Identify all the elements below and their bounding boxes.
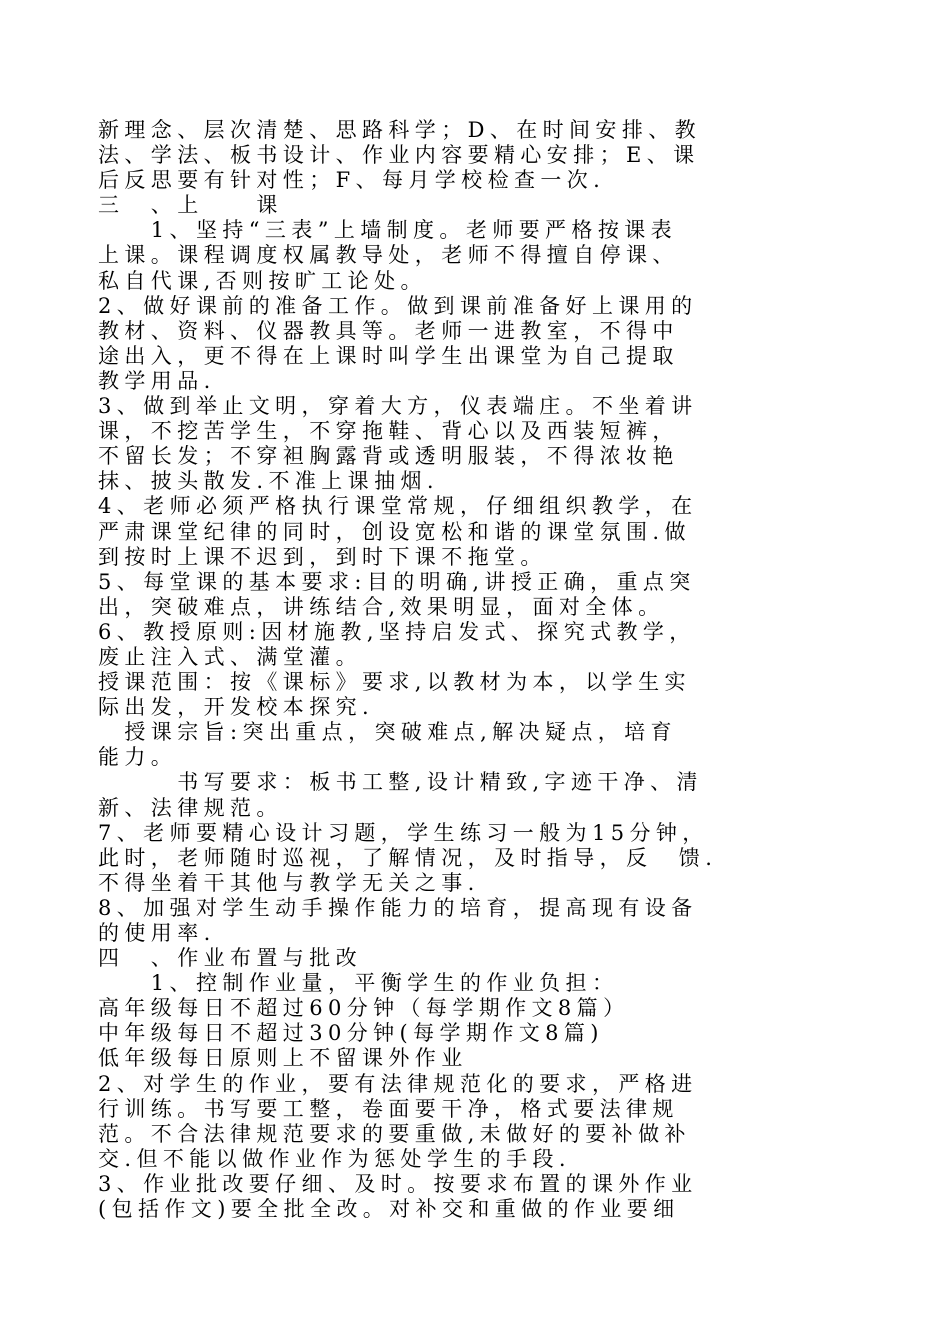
text-line: 3、做到举止文明，穿着大方，仪表端庄。不坐着讲: [98, 394, 698, 419]
text-line: 不得坐着干其他与教学无关之事.: [98, 870, 480, 895]
text-line: 低年级每日原则上不留课外作业: [98, 1046, 468, 1071]
text-line: 行训练。书写要工整，卷面要干净，格式要法律规: [98, 1096, 679, 1121]
text-line: 授课宗旨:突出重点，突破难点,解决疑点，培育: [98, 720, 677, 745]
text-line: 8、加强对学生动手操作能力的培育，提高现有设备: [98, 895, 698, 920]
text-line: 新、法律规范。: [98, 795, 283, 820]
text-line: 高年级每日不超过60分钟（每学期作文8篇）: [98, 996, 630, 1021]
text-line: 1、控制作业量，平衡学生的作业负担：: [98, 971, 619, 996]
text-line: 际出发，开发校本探究.: [98, 695, 375, 720]
text-line: 7、老师要精心设计习题，学生练习一般为15分钟，: [98, 820, 709, 845]
text-line: 3、作业批改要仔细、及时。按要求布置的课外作业: [98, 1171, 698, 1196]
text-line: 废止注入式、满堂灌。: [98, 644, 362, 669]
text-line: 1、坚持“三表”上墙制度。老师要严格按课表: [98, 218, 678, 243]
text-line: 范。不合法律规范要求的要重做,未做好的要补做补: [98, 1121, 691, 1146]
text-line: 后反思要有针对性；F、每月学校检查一次.: [98, 168, 606, 193]
text-line: 抹、披头散发.不准上课抽烟.: [98, 469, 439, 494]
text-line: 途出入，更不得在上课时叫学生出课堂为自己提取: [98, 343, 679, 368]
text-line: 教学用品.: [98, 368, 216, 393]
text-line: 书写要求：板书工整,设计精致,字迹干净、清: [98, 770, 703, 795]
text-line: 2、对学生的作业，要有法律规范化的要求，严格进: [98, 1071, 698, 1096]
text-line: 新理念、层次清楚、思路科学；D、在时间安排、教: [98, 118, 702, 142]
text-line: 课，不挖苦学生，不穿拖鞋、背心以及西装短裤，: [98, 419, 679, 444]
text-line: 5、每堂课的基本要求:目的明确,讲授正确，重点突: [98, 569, 696, 594]
text-line: 到按时上课不迟到，到时下课不拖堂。: [98, 544, 547, 569]
text-line: 的使用率.: [98, 921, 216, 945]
document-body: [98, 118, 858, 1222]
text-line: 教材、资料、仪器教具等。老师一进教室，不得中: [98, 318, 679, 343]
text-line: (包括作文)要全批全改。对补交和重做的作业要细: [98, 1197, 680, 1222]
text-line: 此时，老师随时巡视，了解情况，及时指导，反 馈.: [98, 845, 718, 870]
text-line: 上课。课程调度权属教导处，老师不得擅自停课、: [98, 243, 679, 268]
section-heading: 四 、作业布置与批改: [98, 946, 362, 971]
text-line: 法、学法、板书设计、作业内容要精心安排；E、课: [98, 143, 700, 168]
text-line: 6、教授原则:因材施教,坚持启发式、探究式教学，: [98, 619, 696, 644]
text-line: 交.但不能以做作业作为惩处学生的手段.: [98, 1146, 571, 1171]
text-line: 不留长发；不穿袒胸露背或透明服装，不得浓妆艳: [98, 444, 679, 469]
text-line: 2、做好课前的准备工作。做到课前准备好上课用的: [98, 293, 698, 318]
text-line: 能力。: [98, 745, 178, 770]
text-line: 出，突破难点，讲练结合,效果明显，面对全体。: [98, 594, 665, 619]
section-heading: 三 、上 课: [98, 193, 283, 218]
text-line: 4、老师必须严格执行课堂常规，仔细组织教学，在: [98, 494, 698, 519]
text-line: 中年级每日不超过30分钟(每学期作文8篇): [98, 1021, 604, 1046]
text-line: 严肃课堂纪律的同时，创设宽松和谐的课堂氛围.做: [98, 519, 691, 544]
text-line: 私自代课,否则按旷工论处。: [98, 268, 427, 293]
text-line: 授课范围：按《课标》要求,以教材为本，以学生实: [98, 670, 691, 695]
